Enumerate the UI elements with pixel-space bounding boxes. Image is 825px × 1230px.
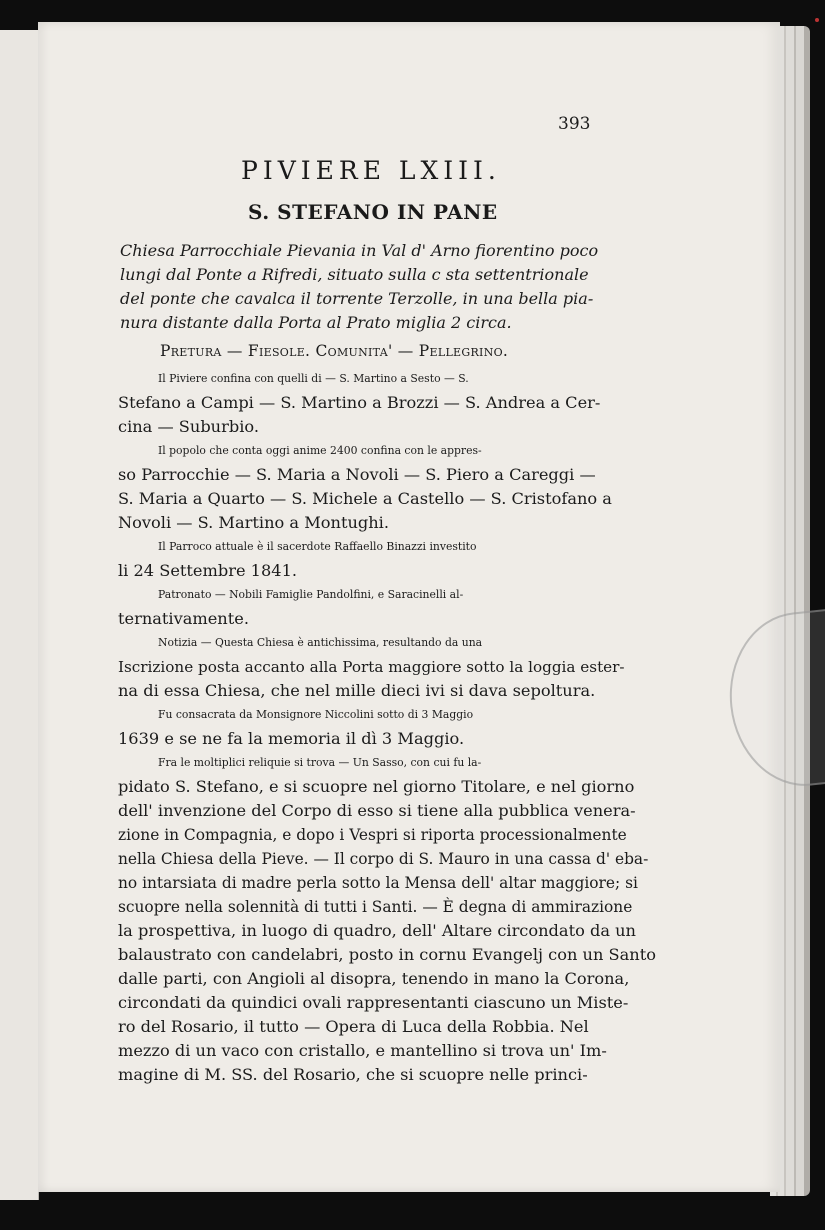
- text-line: Stefano a Campi — S. Martino a Brozzi — S. Andrea a Cer-: [118, 393, 601, 412]
- text-line: zione in Compagnia, e dopo i Vespri si riporta processionalmente: [118, 826, 627, 844]
- text-line: dalle parti, con Angioli al disopra, tenendo in mano la Corona,: [118, 969, 630, 988]
- text-line: dell' invenzione del Corpo di esso si tiene alla pubblica venera-: [118, 801, 636, 820]
- text-line: Il popolo che conta oggi anime 2400 confina con le appres-: [158, 444, 482, 457]
- text-line: nella Chiesa della Pieve. — Il corpo di S. Mauro in una cassa d' eba-: [118, 850, 649, 868]
- text-line: so Parrocchie — S. Maria a Novoli — S. Piero a Careggi —: [118, 465, 596, 484]
- text-line: scuopre nella solennità di tutti i Santi. — È degna di ammirazione: [118, 898, 633, 916]
- text-line: S. Maria a Quarto — S. Michele a Castello — S. Cristofano a: [118, 489, 612, 508]
- intro-line: nura distante dalla Porta al Prato miglia 2 circa.: [120, 313, 512, 332]
- text-line: li 24 Settembre 1841.: [118, 561, 298, 580]
- red-mark: [815, 18, 819, 22]
- text-line: Iscrizione posta accanto alla Porta maggiore sotto la loggia ester-: [118, 658, 625, 676]
- parish-title: S. STEFANO IN PANE: [248, 200, 498, 224]
- text-line: Fu consacrata da Monsignore Niccolini sotto di 3 Maggio: [158, 708, 474, 721]
- text-line: magine di M. SS. del Rosario, che si scuopre nelle princi-: [118, 1065, 588, 1084]
- text-line: Novoli — S. Martino a Montughi.: [118, 513, 389, 532]
- text-line: la prospettiva, in luogo di quadro, dell' Altare circondato da un: [118, 921, 636, 940]
- text-line: Notizia — Questa Chiesa è antichissima, resultando da una: [158, 636, 483, 649]
- text-line: balaustrato con candelabri, posto in cornu Evangelj con un Santo: [118, 945, 656, 964]
- text-line: ro del Rosario, il tutto — Opera di Luca della Robbia. Nel: [118, 1017, 589, 1036]
- text-line: circondati da quindici ovali rappresentanti ciascuno un Miste-: [118, 993, 629, 1012]
- facing-page-edge: [0, 30, 39, 1200]
- chapter-title: PIVIERE LXIII.: [241, 156, 501, 185]
- intro-line: lungi dal Ponte a Rifredi, situato sulla c sta settentrionale: [120, 265, 589, 284]
- page-number: 393: [558, 114, 591, 134]
- text-line: na di essa Chiesa, che nel mille dieci ivi si dava sepoltura.: [118, 681, 596, 700]
- text-line: ternativamente.: [118, 609, 249, 628]
- jurisdiction: Pretura — Fiesole. Comunita' — Pellegrino.: [160, 342, 509, 360]
- book-page: [38, 22, 780, 1192]
- text-line: mezzo di un vaco con cristallo, e mantellino si trova un' Im-: [118, 1041, 607, 1060]
- text-line: pidato S. Stefano, e si scuopre nel giorno Titolare, e nel giorno: [118, 777, 635, 796]
- intro-line: del ponte che cavalca il torrente Terzolle, in una bella pia-: [120, 289, 594, 308]
- text-line: Il Piviere confina con quelli di — S. Martino a Sesto — S.: [158, 372, 469, 385]
- text-line: cina — Suburbio.: [118, 417, 259, 436]
- intro-line: Chiesa Parrocchiale Pievania in Val d' Arno fiorentino poco: [120, 241, 599, 260]
- text-line: Fra le moltiplici reliquie si trova — Un Sasso, con cui fu la-: [158, 756, 482, 769]
- text-line: 1639 e se ne fa la memoria il dì 3 Maggio.: [118, 729, 465, 748]
- text-line: Patronato — Nobili Famiglie Pandolfini, e Saracinelli al-: [158, 588, 464, 601]
- text-line: no intarsiata di madre perla sotto la Mensa dell' altar maggiore; si: [118, 874, 638, 892]
- text-line: Il Parroco attuale è il sacerdote Raffaello Binazzi investito: [158, 540, 477, 553]
